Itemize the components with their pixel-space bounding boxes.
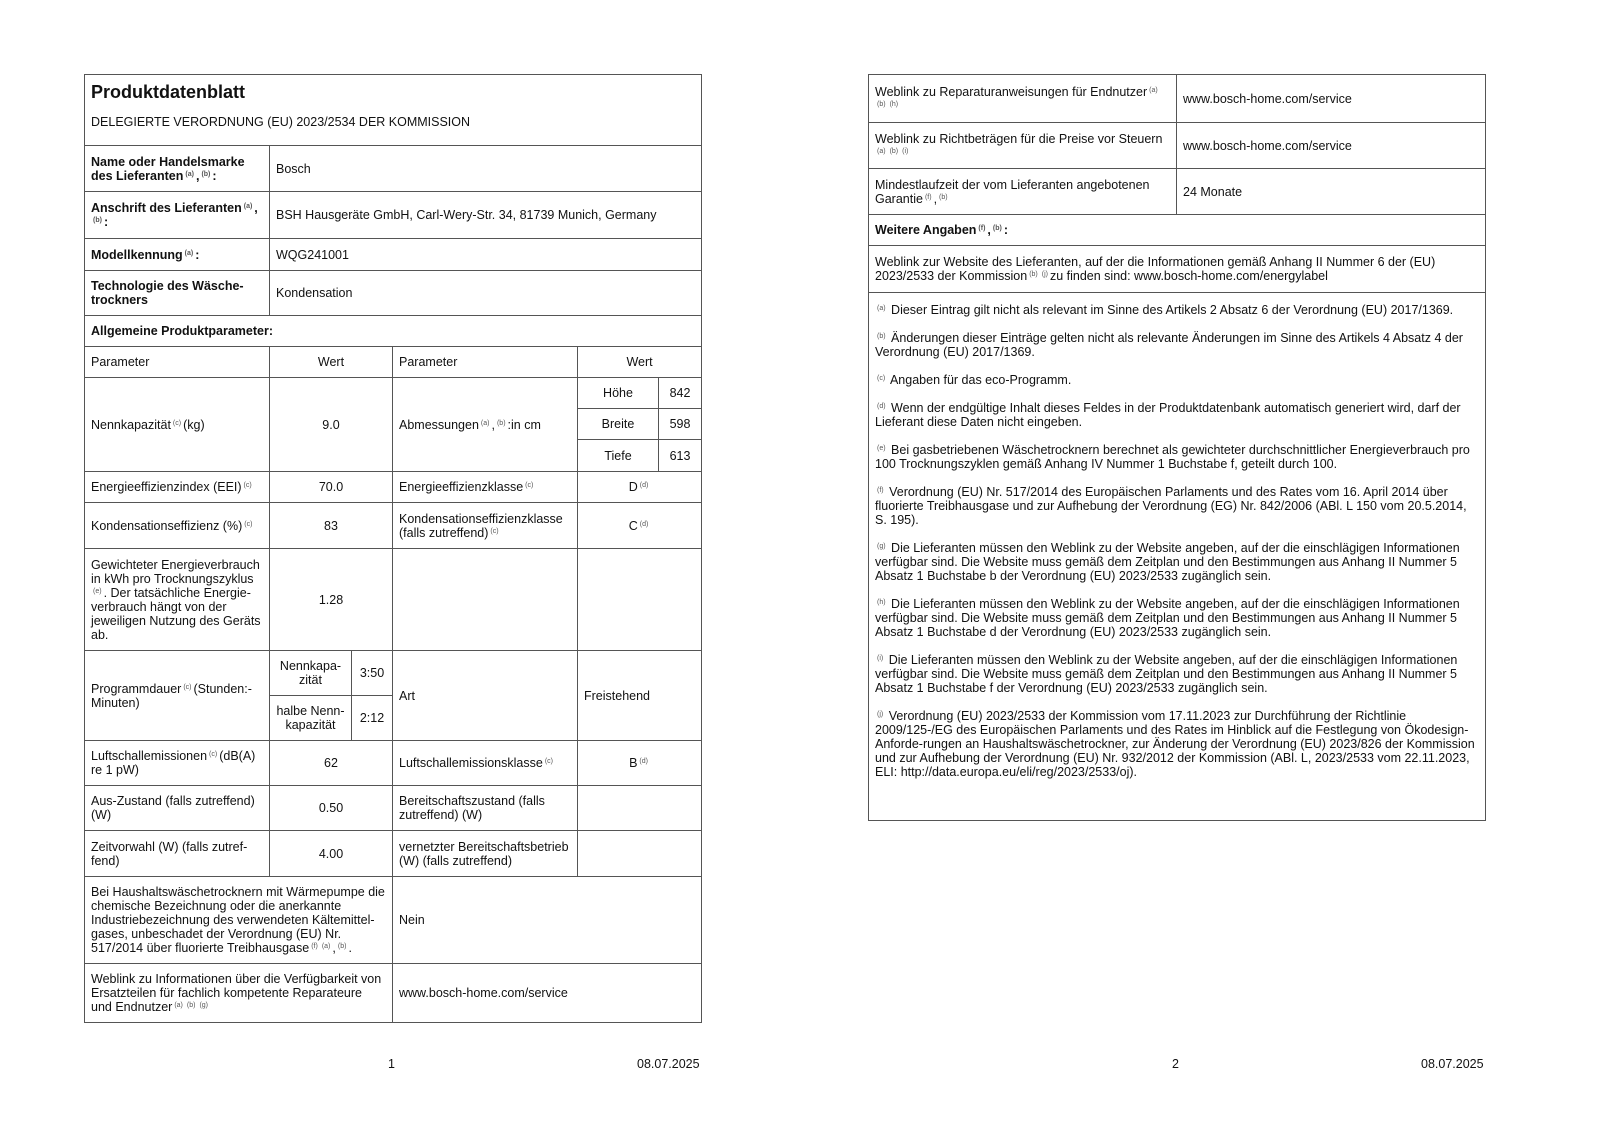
footnote-mark: (c) — [877, 375, 886, 382]
duration-half-value: 2:12 — [352, 696, 393, 741]
footnote-mark: (h) — [877, 599, 886, 606]
footnote-item — [875, 373, 1479, 387]
repair-link[interactable]: www.bosch-home.com/service — [1177, 75, 1486, 123]
noise-value: 62 — [270, 741, 393, 786]
footnote-item — [875, 541, 1479, 583]
spare-parts-link[interactable]: www.bosch-home.com/service — [393, 964, 702, 1023]
condensation-efficiency-value: 83 — [270, 503, 393, 549]
technology-value: Kondensation — [270, 271, 702, 316]
condensation-efficiency-label: Kondensationseffizienz (%) $^{(c)}$ — [85, 503, 270, 549]
footnote-text: Verordnung (EU) Nr. 517/2014 des Europäischen Parlaments und des Rates vom 16. April 2014 über fluorierte Treibhausgase und zur Aufhebung der Verordnung (EG) Nr. 842/2006 (ABl. L 150 vom 20.5.2014, S. 195). — [875, 485, 1467, 527]
footnote-item — [875, 485, 1479, 527]
footnote-mark: (b) — [877, 333, 886, 340]
regulation-subtitle: DELEGIERTE VERORDNUNG (EU) 2023/2534 DER KOMMISSION — [91, 115, 471, 129]
type-label: Art — [393, 651, 578, 741]
page-number: 2 — [1172, 1057, 1179, 1071]
duration-half-label: halbe Nenn-kapazität — [270, 696, 352, 741]
type-value: Freistehend — [578, 651, 702, 741]
footnote-mark: (i) — [877, 655, 884, 662]
supplier-address-value: BSH Hausgeräte GmbH, Carl-Wery-Str. 34, 81739 Munich, Germany — [270, 192, 702, 239]
energy-class-label: Energieeffizienzklasse $^{(c)}$ — [393, 472, 578, 503]
general-parameters-heading: Allgemeine Produktparameter: — [85, 316, 702, 347]
warranty-value: 24 Monate — [1177, 169, 1486, 215]
model-value: WQG241001 — [270, 239, 702, 271]
footnote-item — [875, 401, 1479, 429]
empty-cell — [393, 549, 578, 651]
footnote-item — [875, 709, 1479, 779]
model-label: Modellkennung $^{(a)}$ : — [85, 239, 270, 271]
table-row — [85, 271, 702, 316]
more-info-heading: Weitere Angaben $^{(f)}$ , $^{(b)}$ : — [869, 215, 1486, 246]
footnote-text: Die Lieferanten müssen den Weblink zu der Website angeben, auf der die einschlägigen Informationen verfügbar sind. Die Website muss gemäß dem Zeitplan und den Bestimmungen aus Anhang II Nummer 5 Absatz 1 Buchstabe b der Verordnung (EU) 2023/2533 zugänglich sein. — [875, 541, 1460, 583]
noise-class-label: Luftschallemissionsklasse $^{(c)}$ — [393, 741, 578, 786]
footnote-mark: (j) — [877, 711, 884, 718]
footnote-text: Die Lieferanten müssen den Weblink zu der Website angeben, auf der die einschlägigen Informationen verfügbar sind. Die Website muss gemäß dem Zeitplan und den Bestimmungen aus Anhang II Nummer 5 Absatz 1 Buchstabe f der Verordnung (EU) 2023/2533 zugänglich sein. — [875, 653, 1458, 695]
condensation-class-value: C $^{(d)}$ — [578, 503, 702, 549]
off-mode-label: Aus-Zustand (falls zutreffend) (W) — [85, 786, 270, 831]
standby-label: Bereitschaftszustand (falls zutreffend) (W) — [393, 786, 578, 831]
refrigerant-label: Bei Haushaltswäschetrocknern mit Wärmepumpe die chemische Bezeichnung oder die anerkannte Industriebezeichnung des verwendeten Kältemittel-gases, unbeschadet der Verordnung (EU) Nr. 517/2014 über fluorierte Treibhausgase $^{(f)}$ $^{(a)}$ , $^{(b)}$ . — [85, 877, 393, 964]
duration-full-value: 3:50 — [352, 651, 393, 696]
footnote-item — [875, 331, 1479, 359]
table-row — [85, 192, 702, 239]
eei-label: Energieeffizienzindex (EEI) $^{(c)}$ — [85, 472, 270, 503]
table-row — [85, 239, 702, 271]
refrigerant-value: Nein — [393, 877, 702, 964]
network-standby-label: vernetzter Bereitschaftsbetrieb (W) (falls zutreffend) — [393, 831, 578, 877]
standby-value — [578, 786, 702, 831]
capacity-value: 9.0 — [270, 378, 393, 472]
footnote-text: Angaben für das eco-Programm. — [889, 373, 1072, 387]
dimension-height-value: 842 — [659, 378, 702, 409]
dimension-height-label: Höhe — [578, 378, 659, 409]
footnote-mark: (e) — [877, 445, 886, 452]
footnote-mark: (a) — [877, 305, 886, 312]
footnote-text: Wenn der endgültige Inhalt dieses Feldes in der Produktdatenbank automatisch generiert wird, darf der Lieferant diese Daten nicht eingeben. — [875, 401, 1461, 429]
product-datasheet-table-page2 — [868, 74, 1486, 821]
dimensions-label: Abmessungen $^{(a)}$ , $^{(b)}$ :in cm — [393, 378, 578, 472]
spare-parts-label: Weblink zu Informationen über die Verfügbarkeit von Ersatzteilen für fachlich kompetente Reparateure und Endnutzer $^{(a)}$ $^{(b)}$ $^{(g)}$ — [85, 964, 393, 1023]
header-value: Wert — [578, 347, 702, 378]
delay-start-label: Zeitvorwahl (W) (falls zutref-fend) — [85, 831, 270, 877]
footnote-text: Bei gasbetriebenen Wäschetrocknern berechnet als gewichteter durchschnittlicher Energieverbrauch pro 100 Trocknungszyklen gemäß Anhang IV Nummer 1 Buchstabe f, geteilt durch 100. — [875, 443, 1470, 471]
header-parameter: Parameter — [85, 347, 270, 378]
page-date: 08.07.2025 — [1421, 1057, 1484, 1071]
dimension-depth-label: Tiefe — [578, 440, 659, 472]
noise-class-value: B $^{(d)}$ — [578, 741, 702, 786]
footnote-item — [875, 597, 1479, 639]
condensation-class-label: Kondensationseffizienzklasse (falls zutreffend) $^{(c)}$ — [393, 503, 578, 549]
capacity-label: Nennkapazität $^{(c)}$ (kg) — [85, 378, 270, 472]
network-standby-value — [578, 831, 702, 877]
footnote-mark: (f) — [877, 487, 884, 494]
footnote-item — [875, 653, 1479, 695]
footnote-text: Verordnung (EU) 2023/2533 der Kommission vom 17.11.2023 zur Durchführung der Richtlinie 2009/125-/EG des Europäischen Parlaments und des Rates im Hinblick auf die Festlegung von Ökodesign-Anforde-rungen an Haushaltswäschetrockner, zur Änderung der Verordnung (EU) 2023/826 der Kommission und zur Aufhebung der Verordnung (EU) Nr. 932/2012 der Kommission (ABl. L, 2023/2533 vom 22.11.2023, ELI: http://data.europa.eu/eli/reg/2023/2533/oj). — [875, 709, 1475, 779]
duration-full-label: Nennkapa-zität — [270, 651, 352, 696]
weighted-energy-label: Gewichteter Energieverbrauch in kWh pro Trocknungszyklus $^{(e)}$ . Der tatsächliche Energie-verbrauch hängt von der jeweiligen Nutzung des Geräts ab. — [85, 549, 270, 651]
footnote-text: Dieser Eintrag gilt nicht als relevant im Sinne des Artikels 2 Absatz 6 der Verordnung (EU) 2017/1369. — [891, 303, 1454, 317]
page-number: 1 — [388, 1057, 395, 1071]
footnote-text: Die Lieferanten müssen den Weblink zu der Website angeben, auf der die einschlägigen Informationen verfügbar sind. Die Website muss gemäß dem Zeitplan und den Bestimmungen aus Anhang II Nummer 5 Absatz 1 Buchstabe d der Verordnung (EU) 2023/2533 zugänglich sein. — [875, 597, 1460, 639]
weighted-energy-value: 1.28 — [270, 549, 393, 651]
empty-cell — [578, 549, 702, 651]
noise-label: Luftschallemissionen $^{(c)}$ (dB(A) re 1 pW) — [85, 741, 270, 786]
dimension-depth-value: 613 — [659, 440, 702, 472]
footnote-mark: (d) — [877, 403, 886, 410]
delay-start-value: 4.00 — [270, 831, 393, 877]
warranty-label: Mindestlaufzeit der vom Lieferanten angebotenen Garantie $^{(f)}$ , $^{(b)}$ — [869, 169, 1177, 215]
footnote-mark: (g) — [877, 543, 886, 550]
off-mode-value: 0.50 — [270, 786, 393, 831]
supplier-name-value: Bosch — [270, 146, 702, 192]
product-datasheet-table-page1 — [84, 74, 702, 1023]
footnote-text: Änderungen dieser Einträge gelten nicht als relevante Änderungen im Sinne des Artikels 4 Absatz 4 der Verordnung (EU) 2017/1369. — [875, 331, 1463, 359]
dimension-width-label: Breite — [578, 409, 659, 440]
supplier-name-label: Name oder Handelsmarke des Lieferanten $^{(a)}$ , $^{(b)}$ : — [85, 146, 270, 192]
header-value: Wert — [270, 347, 393, 378]
table-header-row — [85, 347, 702, 378]
supplier-address-label: Anschrift des Lieferanten $^{(a)}$ ,$^{(b)}$ : — [85, 192, 270, 239]
program-duration-label: Programmdauer $^{(c)}$ (Stunden:-Minuten) — [85, 651, 270, 741]
footnote-item — [875, 303, 1479, 317]
technology-label: Technologie des Wäsche-trockners — [85, 271, 270, 316]
prices-link[interactable]: www.bosch-home.com/service — [1177, 123, 1486, 169]
repair-label: Weblink zu Reparaturanweisungen für Endnutzer $^{(a)}$ $^{(b)}$ $^{(h)}$ — [869, 75, 1177, 123]
page-date: 08.07.2025 — [637, 1057, 700, 1071]
footnote-item — [875, 443, 1479, 471]
prices-label: Weblink zu Richtbeträgen für die Preise vor Steuern $^{(a)}$ $^{(b)}$ $^{(i)}$ — [869, 123, 1177, 169]
footnotes — [869, 293, 1486, 821]
header-parameter: Parameter — [393, 347, 578, 378]
page-title: Produktdatenblatt — [91, 82, 246, 102]
table-row — [85, 146, 702, 192]
energylabel-website-text: Weblink zur Website des Lieferanten, auf der die Informationen gemäß Anhang II Nummer 6 der (EU) 2023/2533 der Kommission $^{(b)}$ $^{(j)}$ zu finden sind: www.bosch-home.com/energylabel — [869, 246, 1486, 293]
eei-value: 70.0 — [270, 472, 393, 503]
energy-class-value: D $^{(d)}$ — [578, 472, 702, 503]
dimension-width-value: 598 — [659, 409, 702, 440]
